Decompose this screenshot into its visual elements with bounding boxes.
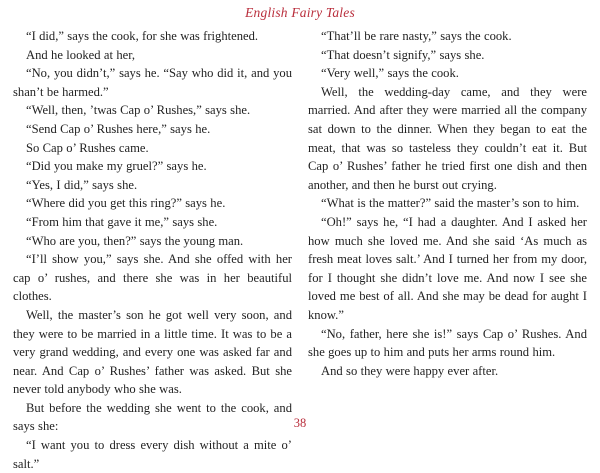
paragraph: “Very well,” says the cook. bbox=[321, 66, 459, 81]
paragraph: “Yes, I did,” says she. bbox=[26, 177, 138, 192]
paragraph: “Well, then, ’twas Cap o’ Rushes,” says she. bbox=[26, 103, 251, 118]
running-header-title: English Fairy Tales bbox=[245, 5, 355, 20]
paragraph: “No, you didn’t,” says he. “Say who did it, and you shan’t be harmed.” bbox=[13, 66, 292, 99]
paragraph: “What is the matter?” said the master’s son to him. bbox=[321, 196, 580, 211]
paragraph: “I did,” says the cook, for she was frightened. bbox=[26, 29, 259, 43]
paragraph: “No, father, here she is!” says Cap o’ Rushes. And she goes up to him and puts her arms round him. bbox=[308, 326, 587, 360]
page-number: 38 bbox=[293, 416, 307, 430]
paragraph: “Who are you, then?” says the young man. bbox=[26, 233, 244, 248]
paragraph: So Cap o’ Rushes came. bbox=[26, 140, 149, 155]
paragraph: Well, the master’s son he got well very soon, and they were to be married in a little time. It was to be a very grand wedding, and every one was asked far and near. And Cap o’ Rushes’ father was asked. But she never told anybody who she was. bbox=[13, 307, 292, 397]
paragraph: “That doesn’t signify,” says she. bbox=[321, 47, 485, 62]
paragraph: “Where did you get this ring?” says he. bbox=[26, 196, 226, 211]
paragraph: Well, the wedding-day came, and they were married. And after they were married all the company sat down to the dinner. When they began to eat the meat, that was so tasteless they couldn’t eat it. But Cap o’ Rushes’ father he tried first one dish and then another, and then he burst out crying. bbox=[308, 84, 587, 192]
paragraph: But before the wedding she went to the cook, and says she: bbox=[13, 400, 292, 434]
paragraph: “That’ll be rare nasty,” says the cook. bbox=[321, 29, 512, 43]
paragraph: “I want you to dress every dish without a mite o’ salt.” bbox=[13, 438, 292, 471]
paragraph: “Oh!” says he, “I had a daughter. And I asked her how much she loved me. And she said ‘As much as fresh meat loves salt.’ And I turned her from my door, for I thought she didn’t love me. And now I see she loved me best of all. And she may be dead for aught I know.” bbox=[308, 214, 587, 322]
paragraph: “From him that gave it me,” says she. bbox=[26, 214, 218, 229]
paragraph: And he looked at her, bbox=[26, 47, 136, 62]
paragraph: And so they were happy ever after. bbox=[321, 363, 499, 378]
text-column-left bbox=[13, 27, 292, 473]
paragraph: “I’ll show you,” says she. And she offed with her cap o’ rushes, and there she was in her beautiful clothes. bbox=[13, 252, 292, 304]
paragraph: “Send Cap o’ Rushes here,” says he. bbox=[26, 121, 211, 136]
page-body bbox=[13, 27, 588, 473]
paragraph: “Did you make my gruel?” says he. bbox=[26, 159, 207, 174]
text-column-right bbox=[308, 27, 587, 473]
